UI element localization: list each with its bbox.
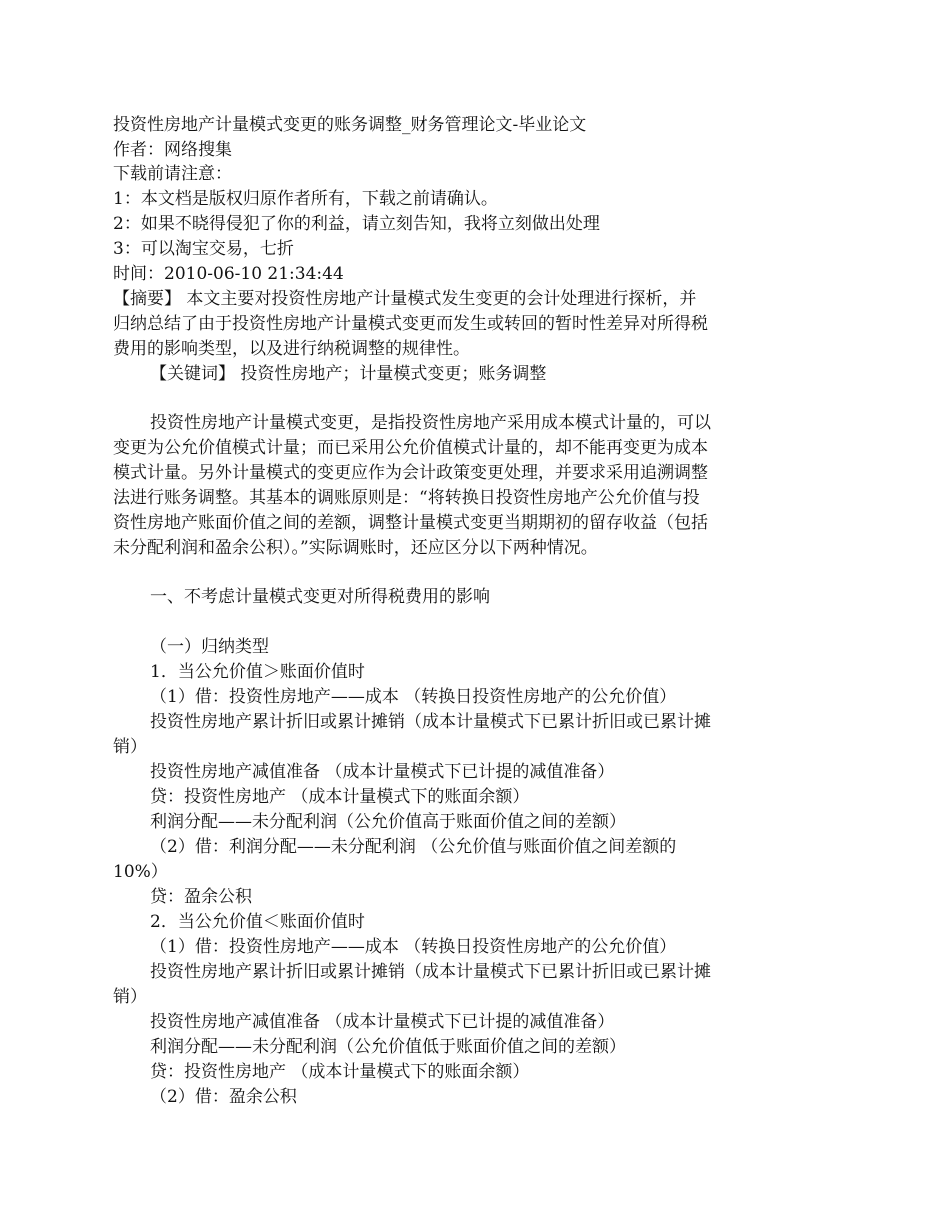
abstract-line: 归纳总结了由于投资性房地产计量模式变更而发生或转回的暂时性差异对所得税 (113, 314, 708, 334)
abstract-line: 【摘要】 本文主要对投资性房地产计量模式发生变更的会计处理进行探析，并 (113, 289, 697, 309)
notice-item-3: 3：可以淘宝交易，七折 (113, 239, 294, 259)
case-title: 2．当公允价值＜账面价值时 (150, 912, 365, 932)
author-line: 作者：网络搜集 (113, 140, 232, 160)
entry-line: 贷：投资性房地产 （成本计量模式下的账面余额） (150, 787, 530, 807)
entry-line: 贷：盈余公积 (150, 887, 252, 907)
notice-title: 下载前请注意： (113, 164, 232, 184)
intro-line: 法进行账务调整。其基本的调账原则是：“将转换日投资性房地产公允价值与投 (113, 488, 700, 508)
publish-time: 时间：2010-06-10 21:34:44 (113, 264, 344, 284)
entry-line: 10%） (113, 862, 168, 882)
notice-item-2: 2：如果不晓得侵犯了你的利益，请立刻告知，我将立刻做出处理 (113, 214, 600, 234)
entry-line: 销） (113, 737, 147, 757)
entry-line: 利润分配——未分配利润（公允价值高于账面价值之间的差额） (150, 812, 626, 832)
intro-line: 投资性房地产计量模式变更，是指投资性房地产采用成本模式计量的，可以 (150, 413, 711, 433)
entry-line: 投资性房地产减值准备 （成本计量模式下已计提的减值准备） (150, 1012, 615, 1032)
document-title: 投资性房地产计量模式变更的账务调整_财务管理论文-毕业论文 (113, 115, 587, 135)
entry-line: 贷：投资性房地产 （成本计量模式下的账面余额） (150, 1062, 530, 1082)
entry-line: 销） (113, 987, 147, 1007)
sub-heading: （一）归纳类型 (150, 637, 269, 657)
case-title: 1．当公允价值＞账面价值时 (150, 662, 365, 682)
entry-line: （1）借：投资性房地产——成本 （转换日投资性房地产的公允价值） (150, 937, 677, 957)
entry-line: 投资性房地产累计折旧或累计摊销（成本计量模式下已累计折旧或已累计摊 (150, 712, 711, 732)
intro-line: 变更为公允价值模式计量；而已采用公允价值模式计量的，却不能再变更为成本 (113, 438, 708, 458)
entry-line: （1）借：投资性房地产——成本 （转换日投资性房地产的公允价值） (150, 687, 677, 707)
intro-line: 资性房地产账面价值之间的差额，调整计量模式变更当期期初的留存收益（包括 (113, 513, 708, 533)
intro-line: 模式计量。另外计量模式的变更应作为会计政策变更处理，并要求采用追溯调整 (113, 463, 708, 483)
entry-line: 投资性房地产减值准备 （成本计量模式下已计提的减值准备） (150, 762, 615, 782)
notice-item-1: 1：本文档是版权归原作者所有，下载之前请确认。 (113, 189, 498, 209)
section-heading: 一、不考虑计量模式变更对所得税费用的影响 (150, 587, 490, 607)
abstract-line: 费用的影响类型，以及进行纳税调整的规律性。 (113, 339, 470, 359)
keywords-line: 【关键词】 投资性房地产；计量模式变更；账务调整 (150, 364, 547, 384)
entry-line: （2）借：利润分配——未分配利润 （公允价值与账面价值之间差额的 (150, 837, 677, 857)
entry-line: （2）借：盈余公积 (150, 1087, 297, 1107)
intro-line: 未分配利润和盈余公积）。”实际调账时，还应区分以下两种情况。 (113, 538, 598, 558)
entry-line: 利润分配——未分配利润（公允价值低于账面价值之间的差额） (150, 1037, 626, 1057)
entry-line: 投资性房地产累计折旧或累计摊销（成本计量模式下已累计折旧或已累计摊 (150, 962, 711, 982)
